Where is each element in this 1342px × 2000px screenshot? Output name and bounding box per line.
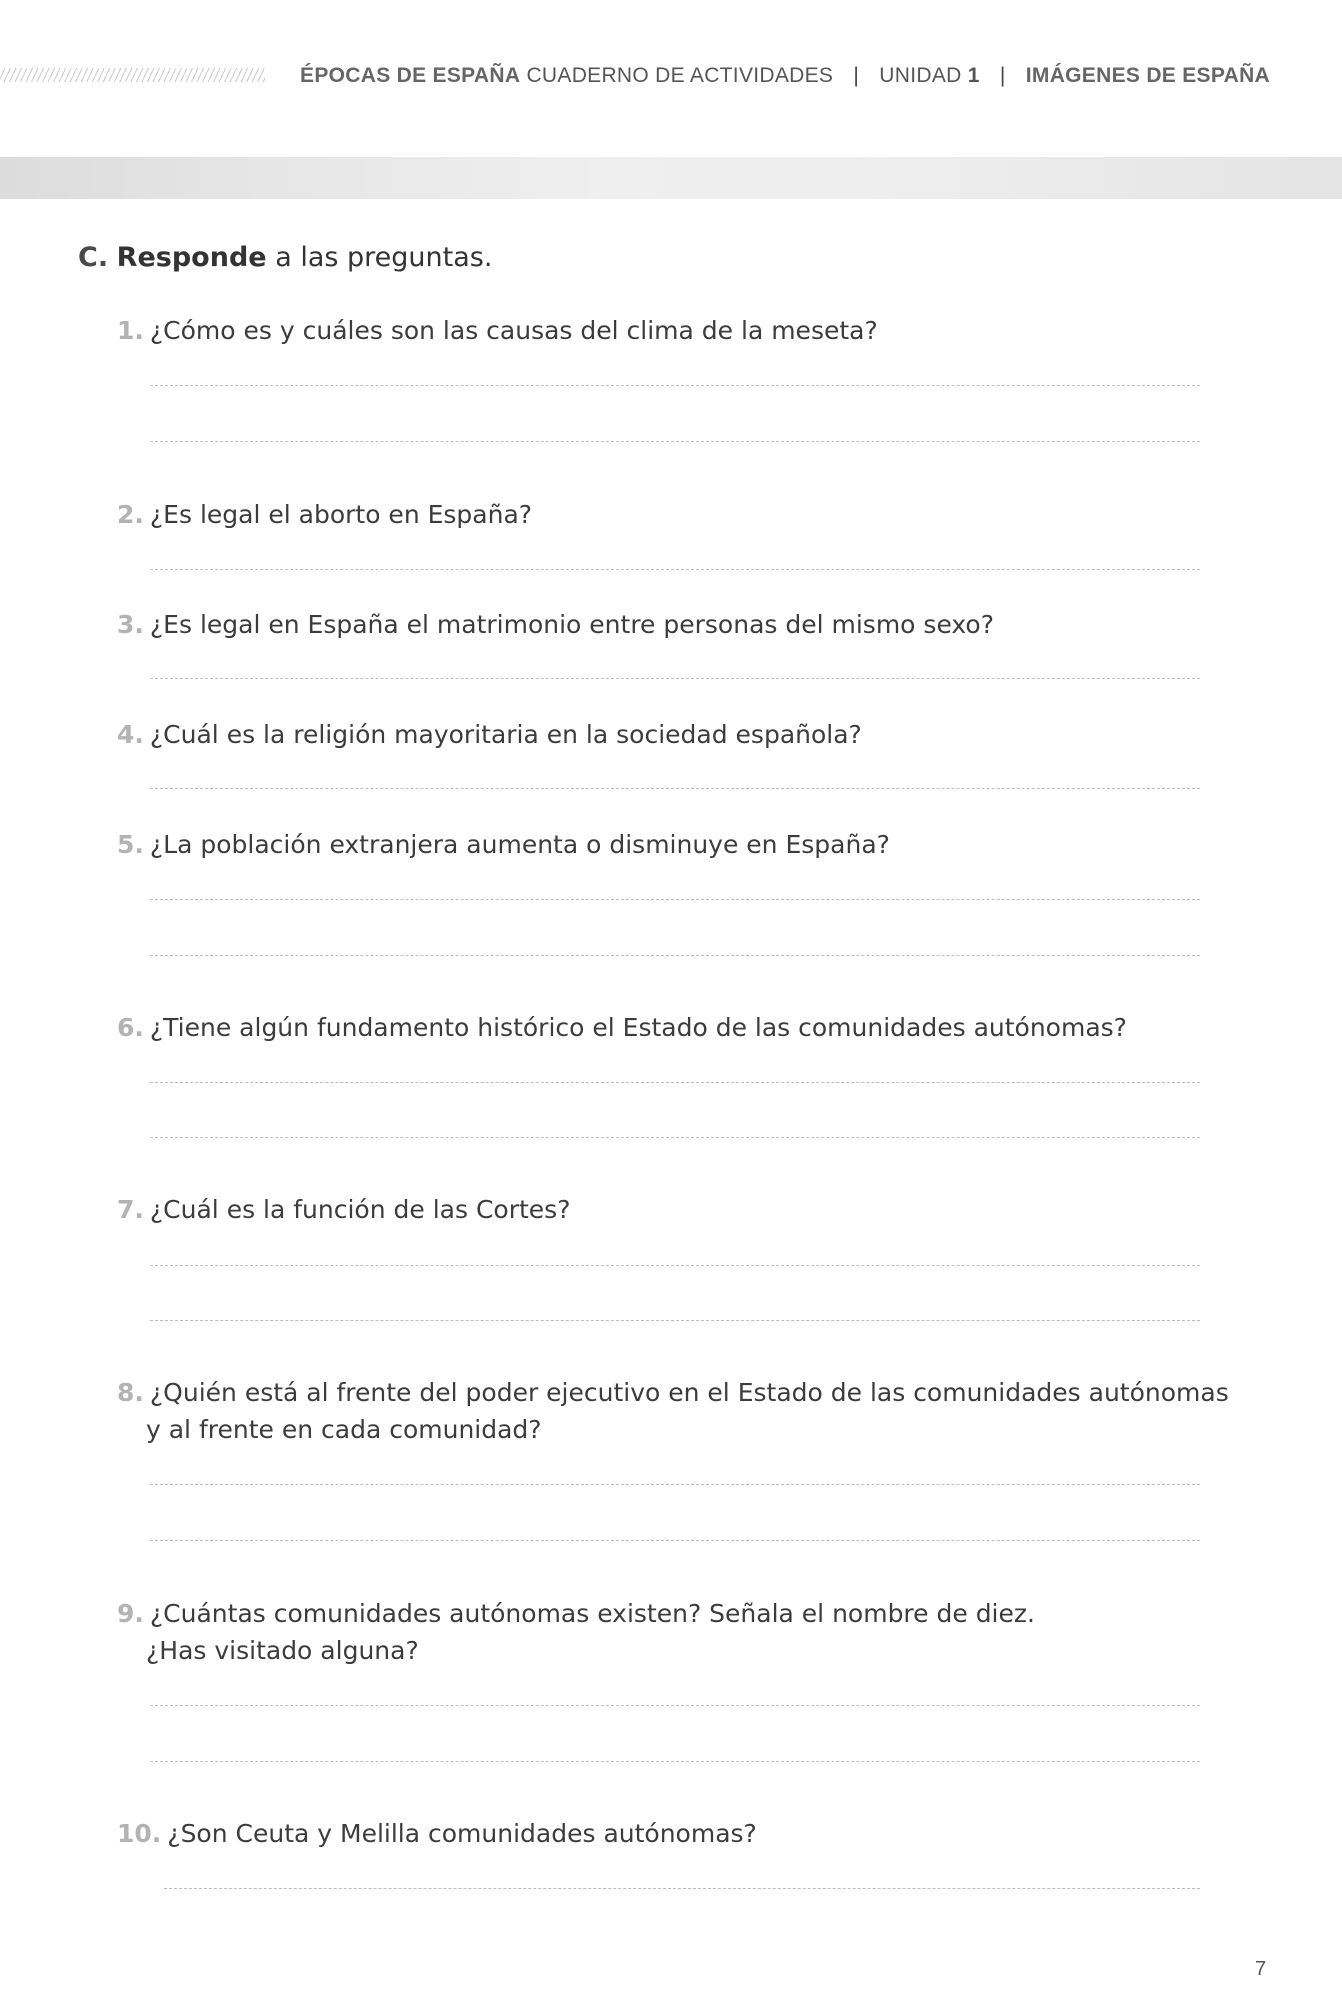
answer-line[interactable] [164, 1888, 1200, 1889]
answer-line[interactable] [150, 678, 1200, 679]
book-title: ÉPOCAS DE ESPAÑA [300, 64, 521, 87]
question-number: 5. [117, 830, 144, 859]
section-verb: Responde [116, 242, 267, 273]
question-text: ¿Cómo es y cuáles son las causas del clima de la meseta? [149, 316, 878, 345]
answer-line[interactable] [150, 1484, 1200, 1485]
answer-line[interactable] [150, 1082, 1200, 1083]
answer-line[interactable] [150, 1705, 1200, 1706]
answer-line[interactable] [150, 899, 1200, 900]
question-text: ¿Cuántas comunidades autónomas existen? Señala el nombre de diez. [149, 1599, 1035, 1628]
question-text: ¿Es legal el aborto en España? [149, 500, 533, 529]
header-hatch-decoration [0, 68, 265, 82]
page-number: 7 [1255, 1958, 1267, 1980]
question-3 [117, 606, 994, 643]
answer-line[interactable] [150, 1320, 1200, 1321]
question-number: 3. [117, 610, 144, 639]
question-1 [117, 312, 878, 349]
answer-line[interactable] [150, 569, 1200, 570]
page-header [0, 64, 1342, 94]
question-text: ¿Quién está al frente del poder ejecutivo en el Estado de las comunidades autónomas [149, 1378, 1229, 1407]
question-number: 2. [117, 500, 144, 529]
answer-line[interactable] [150, 1137, 1200, 1138]
question-text: ¿Tiene algún fundamento histórico el Estado de las comunidades autónomas? [149, 1013, 1127, 1042]
answer-line[interactable] [150, 385, 1200, 386]
question-8 [117, 1374, 1229, 1448]
question-7 [117, 1191, 570, 1228]
question-text: ¿Cuál es la religión mayoritaria en la sociedad española? [149, 720, 862, 749]
question-number: 7. [117, 1195, 144, 1224]
question-number: 4. [117, 720, 144, 749]
section-instruction: a las preguntas. [275, 242, 493, 273]
answer-line[interactable] [150, 441, 1200, 442]
question-text: ¿Es legal en España el matrimonio entre personas del mismo sexo? [149, 610, 994, 639]
answer-line[interactable] [150, 1761, 1200, 1762]
answer-line[interactable] [150, 955, 1200, 956]
answer-line[interactable] [150, 1265, 1200, 1266]
question-9 [117, 1595, 1035, 1669]
book-subtitle: CUADERNO DE ACTIVIDADES [526, 64, 834, 87]
section-banner [0, 157, 1342, 199]
section-title [78, 242, 492, 273]
unit-title: IMÁGENES DE ESPAÑA [1025, 64, 1270, 87]
header-separator: | [853, 64, 860, 87]
answer-line[interactable] [150, 1540, 1200, 1541]
question-text: ¿Son Ceuta y Melilla comunidades autónomas? [167, 1819, 757, 1848]
question-text-continued: ¿Has visitado alguna? [146, 1636, 419, 1665]
question-text: ¿La población extranjera aumenta o disminuye en España? [149, 830, 890, 859]
question-text-continued: y al frente en cada comunidad? [146, 1415, 542, 1444]
question-number: 8. [117, 1378, 144, 1407]
question-10 [117, 1815, 757, 1852]
question-number: 9. [117, 1599, 144, 1628]
question-2 [117, 496, 532, 533]
question-number: 10. [117, 1819, 162, 1848]
section-letter: C. [78, 242, 109, 273]
question-4 [117, 716, 862, 753]
unit-number: 1 [967, 64, 980, 87]
unit-label: UNIDAD [879, 64, 962, 87]
question-number: 1. [117, 316, 144, 345]
header-separator: | [999, 64, 1006, 87]
question-text: ¿Cuál es la función de las Cortes? [149, 1195, 571, 1224]
question-6 [117, 1009, 1127, 1046]
answer-line[interactable] [150, 788, 1200, 789]
question-number: 6. [117, 1013, 144, 1042]
header-text [300, 64, 1270, 88]
question-5 [117, 826, 890, 863]
